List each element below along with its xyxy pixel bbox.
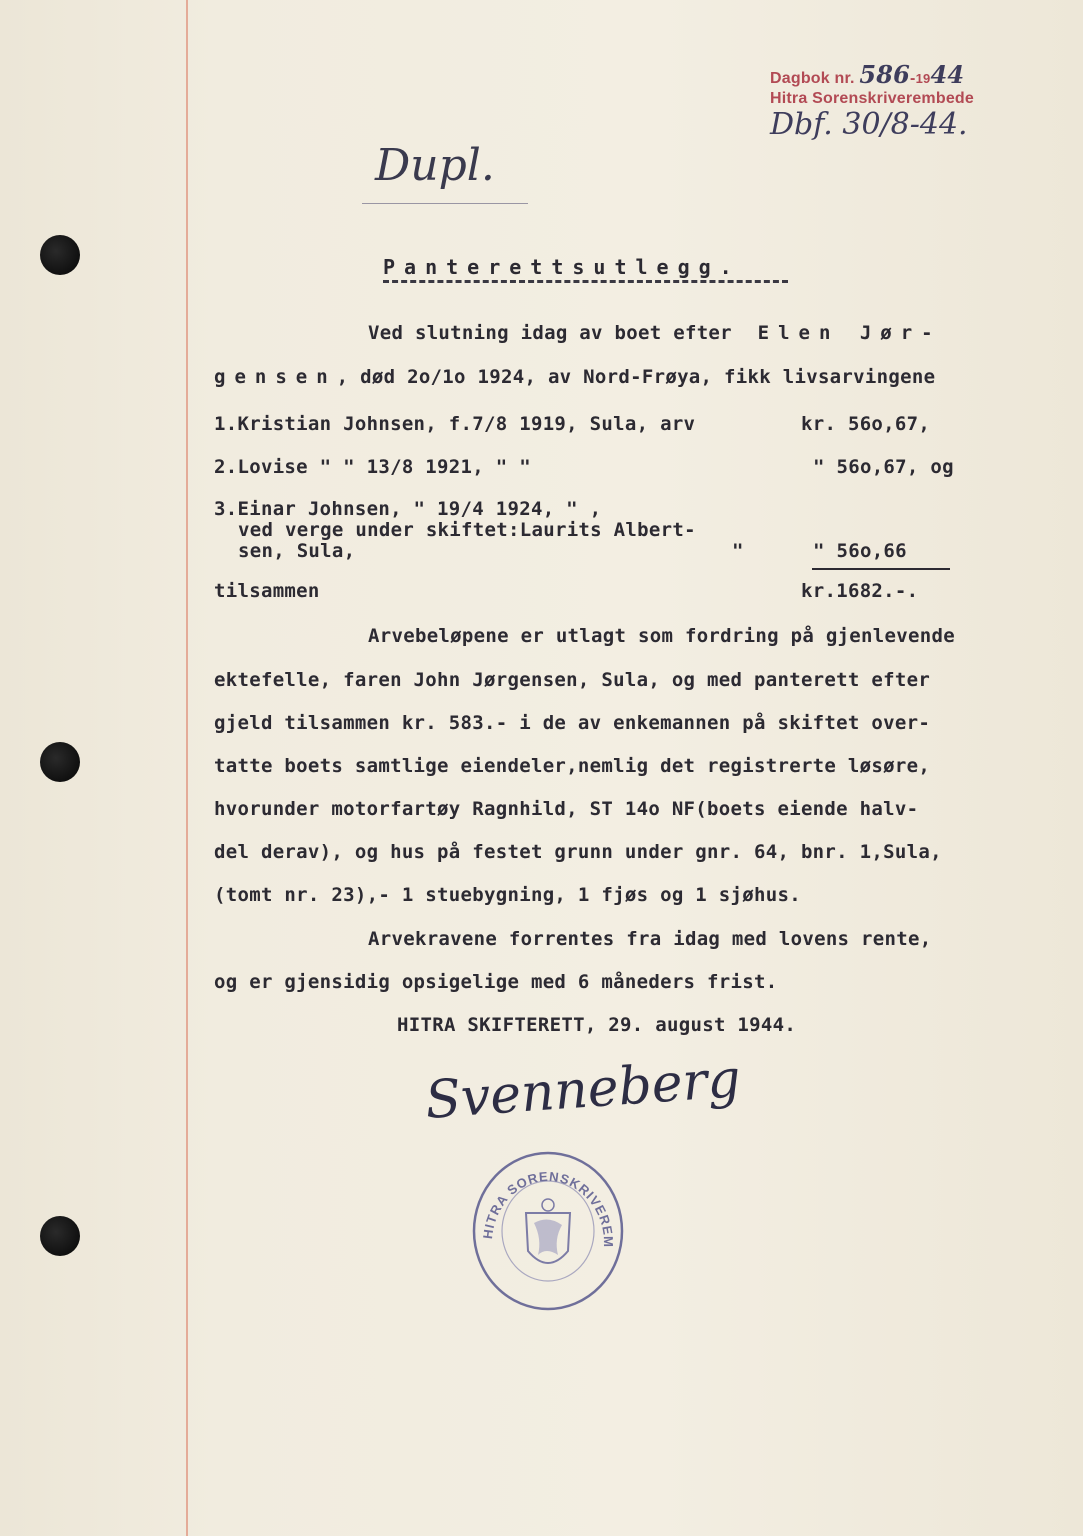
handwritten-dupl: Dupl.	[375, 140, 495, 191]
punch-hole-bottom	[40, 1216, 80, 1256]
punch-hole-middle	[40, 742, 80, 782]
dagbok-year-prefix: 19	[915, 71, 931, 86]
handwritten-dbf-date: Dbf. 30/8-44.	[770, 107, 968, 142]
para2-line-1: Arvebeløpene er utlagt som fordring på gjenlevende	[368, 625, 955, 647]
para3-line-2: og er gjensidig opsigelige med 6 måneders frist.	[214, 971, 778, 993]
punch-hole-top	[40, 235, 80, 275]
dupl-underline	[362, 203, 528, 204]
heir-1-text: 1.Kristian Johnsen, f.7/8 1919, Sula, arv	[214, 413, 696, 435]
para2-line-2: ektefelle, faren John Jørgensen, Sula, og med panterett efter	[214, 669, 931, 691]
document-title: Panterettsutlegg.	[383, 255, 741, 279]
margin-rule	[186, 0, 188, 1536]
guardian-ditto: "	[732, 540, 744, 562]
heir-3-text: 3.Einar Johnsen, " 19/4 1924, " ,	[214, 498, 602, 520]
para3-line-1: Arvekravene forrentes fra idag med lovens rente,	[368, 928, 932, 950]
opening-text: Ved slutning idag av boet efter	[368, 322, 732, 344]
total-label: tilsammen	[214, 580, 320, 602]
para2-line-3: gjeld tilsammen kr. 583.- i de av enkemannen på skiftet over-	[214, 712, 931, 734]
svg-text:HITRA SORENSKRIVEREMBEDE: HITRA SORENSKRIVEREM	[480, 1168, 617, 1249]
deceased-name-part1: Elen Jør-	[757, 322, 942, 344]
guardian-line-2: sen, Sula,	[238, 540, 356, 562]
dagbok-number: 586	[859, 60, 911, 89]
para2-line-5: hvorunder motorfartøy Ragnhild, ST 14o NF(boets eiende halv-	[214, 798, 919, 820]
body-line-1	[368, 322, 942, 344]
dagbok-stamp: Dagbok nr. 586-1944	[770, 60, 965, 89]
total-amount: kr.1682.-.	[801, 580, 919, 602]
official-seal	[468, 1143, 628, 1313]
office-stamp: Hitra Sorenskriverembede	[770, 90, 975, 107]
dagbok-label: Dagbok nr.	[770, 70, 855, 87]
title-underline	[383, 280, 788, 289]
deceased-name-part2: gensen	[214, 366, 337, 388]
dagbok-year-suffix: 44	[930, 60, 965, 89]
heir-2-amount: " 56o,67, og	[813, 456, 954, 478]
signature: Svenneberg	[423, 1049, 743, 1131]
line-2-rest: , død 2o/1o 1924, av Nord-Frøya, fikk livsarvingene	[336, 366, 936, 388]
heir-2-text: 2.Lovise " " 13/8 1921, " "	[214, 456, 531, 478]
para2-line-6: del derav), og hus på festet grunn under gnr. 64, bnr. 1,Sula,	[214, 841, 942, 863]
seal-graphic	[468, 1143, 628, 1313]
place-date: HITRA SKIFTERETT, 29. august 1944.	[397, 1014, 797, 1036]
sum-line	[812, 568, 950, 570]
para2-line-7: (tomt nr. 23),- 1 stuebygning, 1 fjøs og 1 sjøhus.	[214, 884, 801, 906]
body-line-2	[214, 366, 935, 388]
para2-line-4: tatte boets samtlige eiendeler,nemlig det registrerte løsøre,	[214, 755, 931, 777]
guardian-line-1: ved verge under skiftet:Laurits Albert-	[238, 519, 696, 541]
heir-3-amount: " 56o,66	[813, 540, 907, 562]
heir-1-amount: kr. 56o,67,	[801, 413, 931, 435]
